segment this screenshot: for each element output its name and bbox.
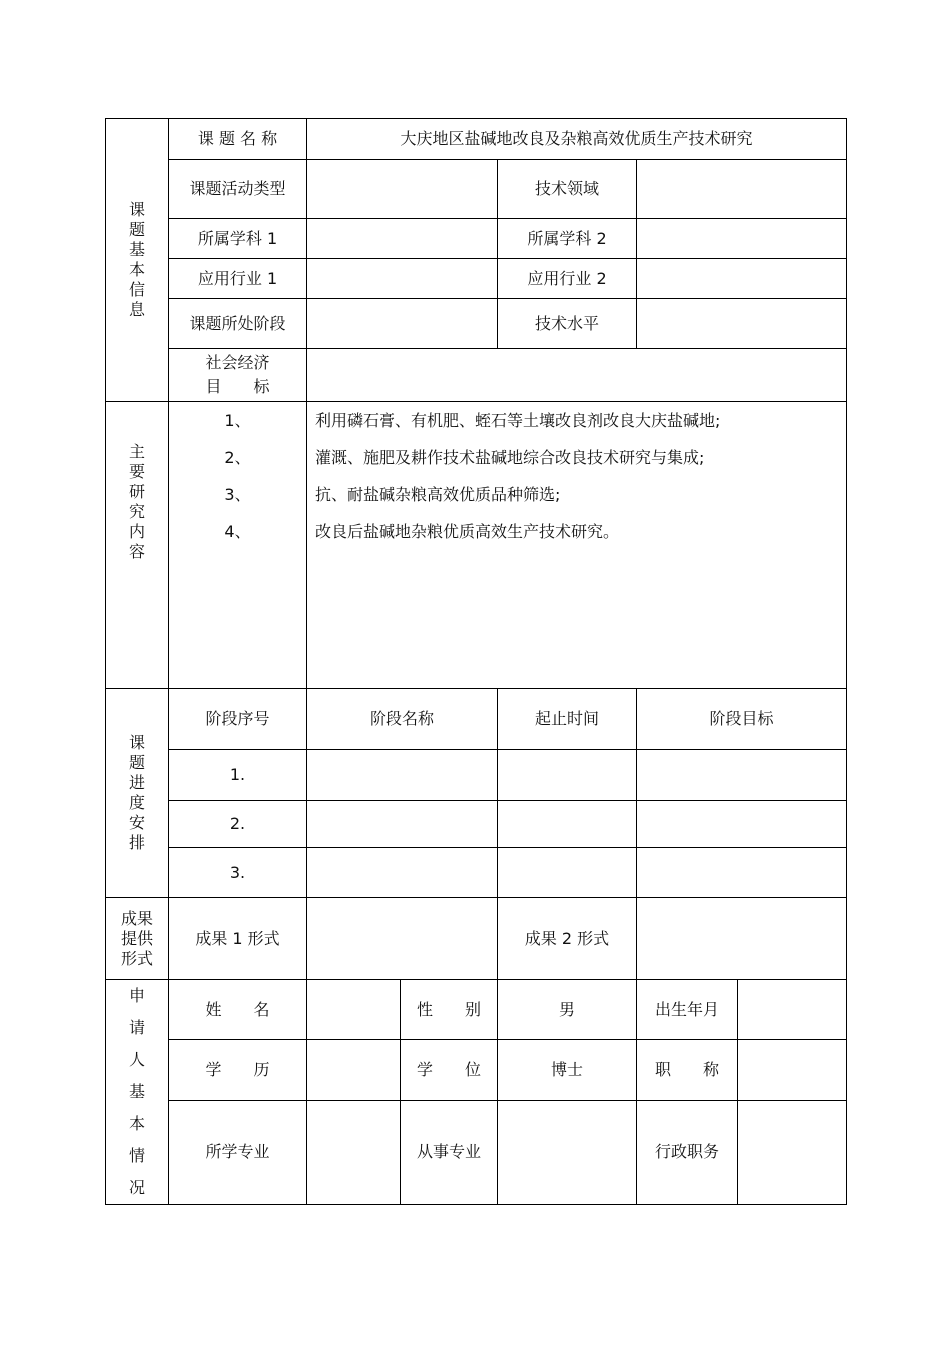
socio-economic-goal-field[interactable] [307, 349, 847, 402]
result2-field[interactable] [637, 898, 847, 980]
research-item-text: 灌溉、施肥及耕作技术盐碱地综合改良技术研究与集成; [315, 448, 705, 467]
research-item-number: 3、 [224, 485, 251, 504]
industry2-field[interactable] [637, 259, 847, 299]
work-major-label: 从事专业 [401, 1100, 498, 1204]
name-label: 姓 名 [169, 980, 307, 1040]
research-item-text: 利用磷石膏、有机肥、蛭石等土壤改良剂改良大庆盐碱地; [315, 411, 721, 430]
activity-type-label: 课题活动类型 [169, 160, 307, 219]
stage-label: 课题所处阶段 [169, 299, 307, 349]
progress-header-stage-goal: 阶段目标 [637, 689, 847, 750]
stage-period-field[interactable] [498, 848, 637, 898]
application-form-table [105, 118, 847, 1205]
research-item-text: 改良后盐碱地杂粮优质高效生产技术研究。 [315, 522, 620, 541]
major-field[interactable] [307, 1100, 401, 1204]
stage-goal-field[interactable] [637, 848, 847, 898]
research-item-numbers [169, 402, 307, 689]
admin-post-label: 行政职务 [637, 1100, 738, 1204]
research-items [307, 402, 847, 689]
stage-goal-field[interactable] [637, 750, 847, 801]
research-item-number: 2、 [224, 448, 251, 467]
tech-level-field[interactable] [637, 299, 847, 349]
major-label: 所学专业 [169, 1100, 307, 1204]
discipline1-label: 所属学科 1 [169, 219, 307, 259]
socio-economic-goal-label: 社会经济 目 标 [169, 349, 307, 402]
discipline2-field[interactable] [637, 219, 847, 259]
basic-info-section-label: 课 题 基 本 信 息 [106, 119, 169, 402]
table-row [106, 848, 847, 898]
education-field[interactable] [307, 1040, 401, 1100]
industry1-field[interactable] [307, 259, 498, 299]
stage-goal-field[interactable] [637, 801, 847, 848]
professional-title-label: 职 称 [637, 1040, 738, 1100]
gender-value[interactable]: 男 [498, 980, 637, 1040]
progress-header-stage-no: 阶段序号 [169, 689, 307, 750]
research-item-number: 1、 [224, 411, 251, 430]
project-title-value[interactable]: 大庆地区盐碱地改良及杂粮高效优质生产技术研究 [307, 119, 847, 160]
stage-field[interactable] [307, 299, 498, 349]
degree-label: 学 位 [401, 1040, 498, 1100]
table-row [106, 750, 847, 801]
tech-field-label: 技术领域 [498, 160, 637, 219]
progress-header-stage-name: 阶段名称 [307, 689, 498, 750]
name-field[interactable] [307, 980, 401, 1040]
applicant-section-label: 申 请 人 基 本 情 况 [106, 980, 169, 1205]
progress-header-period: 起止时间 [498, 689, 637, 750]
stage-number: 3. [169, 848, 307, 898]
result1-field[interactable] [307, 898, 498, 980]
work-major-field[interactable] [498, 1100, 637, 1204]
result1-label: 成果 1 形式 [169, 898, 307, 980]
degree-value[interactable]: 博士 [498, 1040, 637, 1100]
research-item-number: 4、 [224, 522, 251, 541]
research-item-text: 抗、耐盐碱杂粮高效优质品种筛选; [315, 485, 561, 504]
table-row [106, 801, 847, 848]
stage-name-field[interactable] [307, 750, 498, 801]
birth-field[interactable] [738, 980, 847, 1040]
discipline2-label: 所属学科 2 [498, 219, 637, 259]
gender-label: 性 别 [401, 980, 498, 1040]
project-title-label: 课 题 名 称 [169, 119, 307, 160]
admin-post-field[interactable] [738, 1100, 847, 1204]
stage-period-field[interactable] [498, 801, 637, 848]
progress-section-label: 课 题 进 度 安 排 [106, 689, 169, 898]
tech-level-label: 技术水平 [498, 299, 637, 349]
industry1-label: 应用行业 1 [169, 259, 307, 299]
stage-period-field[interactable] [498, 750, 637, 801]
birth-label: 出生年月 [637, 980, 738, 1040]
tech-field-field[interactable] [637, 160, 847, 219]
research-section-label: 主 要 研 究 内 容 [106, 402, 169, 689]
results-section-label: 成果 提供 形式 [106, 898, 169, 980]
education-label: 学 历 [169, 1040, 307, 1100]
stage-name-field[interactable] [307, 848, 498, 898]
stage-number: 2. [169, 801, 307, 848]
professional-title-field[interactable] [738, 1040, 847, 1100]
activity-type-field[interactable] [307, 160, 498, 219]
industry2-label: 应用行业 2 [498, 259, 637, 299]
stage-name-field[interactable] [307, 801, 498, 848]
result2-label: 成果 2 形式 [498, 898, 637, 980]
stage-number: 1. [169, 750, 307, 801]
discipline1-field[interactable] [307, 219, 498, 259]
